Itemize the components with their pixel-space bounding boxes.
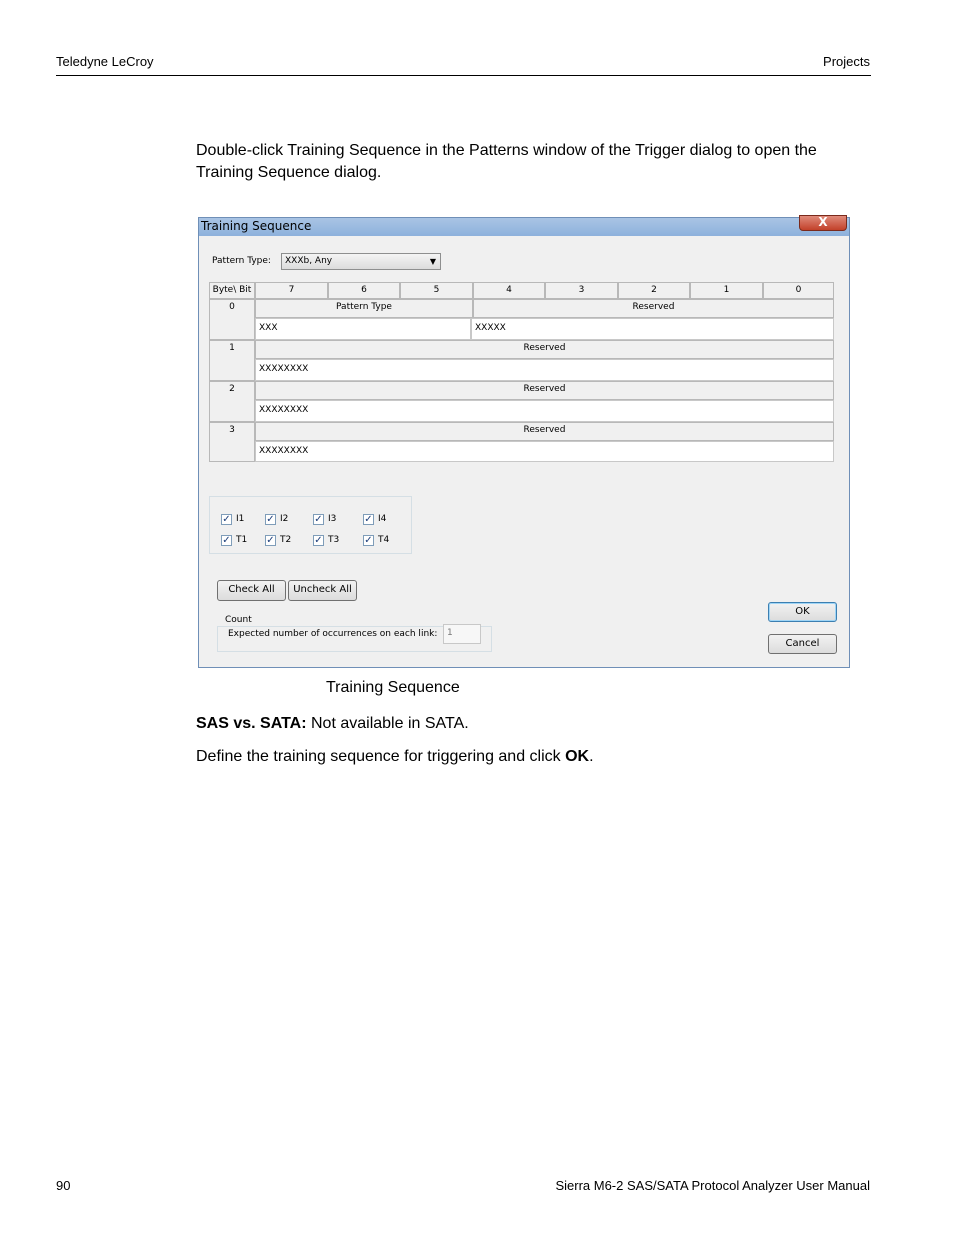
instruction-paragraph — [196, 746, 594, 768]
cancel-button[interactable]: Cancel — [768, 634, 837, 654]
reserved-input[interactable]: XXXXXXXX — [255, 359, 834, 381]
checkbox-label: T2 — [280, 535, 292, 545]
checkbox-label: I4 — [378, 514, 387, 524]
chevron-down-icon: ▼ — [429, 257, 436, 266]
checkbox-t2[interactable]: ✓ — [266, 535, 275, 546]
reserved-input[interactable]: XXXXXXXX — [255, 441, 834, 462]
byte-index: 2 — [209, 381, 255, 422]
bit-header: 5 — [400, 282, 473, 299]
running-header-right: Projects — [823, 54, 870, 69]
byte-index: 1 — [209, 340, 255, 381]
bit-header: 7 — [255, 282, 328, 299]
bit-header: 1 — [690, 282, 763, 299]
close-button[interactable]: X — [799, 215, 847, 231]
checkbox-i3[interactable]: ✓ — [314, 514, 323, 525]
instruction-text: Define the training sequence for triggering and click — [196, 748, 566, 765]
note-paragraph — [196, 713, 469, 735]
count-label: Expected number of occurrences on each link: — [228, 629, 438, 639]
uncheck-all-button[interactable]: Uncheck All — [288, 580, 357, 601]
field-label-pattern-type: Pattern Type — [255, 299, 473, 318]
running-header-left: Teledyne LeCroy — [56, 54, 154, 69]
checkbox-label: I2 — [280, 514, 289, 524]
link-checkbox-group — [209, 496, 412, 554]
intro-paragraph: Double-click Training Sequence in the Patterns window of the Trigger dialog to open the Training Sequence dialog. — [196, 142, 817, 181]
pattern-type-label: Pattern Type: — [212, 256, 271, 266]
field-label-reserved: Reserved — [255, 381, 834, 400]
checkbox-i1[interactable]: ✓ — [222, 514, 231, 525]
field-label-reserved: Reserved — [255, 422, 834, 441]
bit-header: 3 — [545, 282, 618, 299]
check-all-button[interactable]: Check All — [217, 580, 286, 601]
count-input[interactable]: 1 — [443, 624, 481, 644]
bit-header: 6 — [328, 282, 400, 299]
checkbox-i2[interactable]: ✓ — [266, 514, 275, 525]
checkbox-t1[interactable]: ✓ — [222, 535, 231, 546]
pattern-type-select[interactable] — [281, 253, 441, 270]
checkbox-t3[interactable]: ✓ — [314, 535, 323, 546]
checkbox-label: T4 — [378, 535, 390, 545]
reserved-input[interactable]: XXXXXXXX — [255, 400, 834, 422]
note-text: Not available in SATA. — [306, 715, 469, 732]
page-number: 90 — [56, 1178, 71, 1193]
checkbox-i4[interactable]: ✓ — [364, 514, 373, 525]
bit-header: 2 — [618, 282, 690, 299]
byte-index: 0 — [209, 299, 255, 340]
pattern-type-input[interactable]: XXX — [255, 318, 471, 340]
checkbox-label: I1 — [236, 514, 245, 524]
field-label-reserved: Reserved — [473, 299, 834, 318]
checkbox-label: T1 — [236, 535, 248, 545]
bit-header: 0 — [763, 282, 834, 299]
dialog-title: Training Sequence — [201, 219, 312, 233]
checkbox-t4[interactable]: ✓ — [364, 535, 373, 546]
reserved-input[interactable]: XXXXX — [471, 318, 834, 340]
figure-caption: Training Sequence — [326, 679, 460, 696]
footer-title: Sierra M6-2 SAS/SATA Protocol Analyzer User Manual — [555, 1178, 870, 1193]
training-sequence-dialog — [198, 217, 850, 668]
field-label-reserved: Reserved — [255, 340, 834, 359]
instruction-ok: OK — [565, 748, 590, 765]
count-group-title: Count — [225, 615, 252, 625]
pattern-type-value: XXXb, Any — [285, 256, 333, 266]
instruction-end: . — [589, 748, 594, 765]
bit-header: 4 — [473, 282, 545, 299]
byte-index: 3 — [209, 422, 255, 462]
dialog-titlebar — [199, 218, 849, 236]
table-corner: Byte\ Bit — [209, 282, 255, 299]
checkbox-label: T3 — [328, 535, 340, 545]
ok-button[interactable]: OK — [768, 602, 837, 622]
note-label: SAS vs. SATA: — [196, 715, 307, 732]
checkbox-label: I3 — [328, 514, 337, 524]
header-rule — [56, 75, 871, 76]
